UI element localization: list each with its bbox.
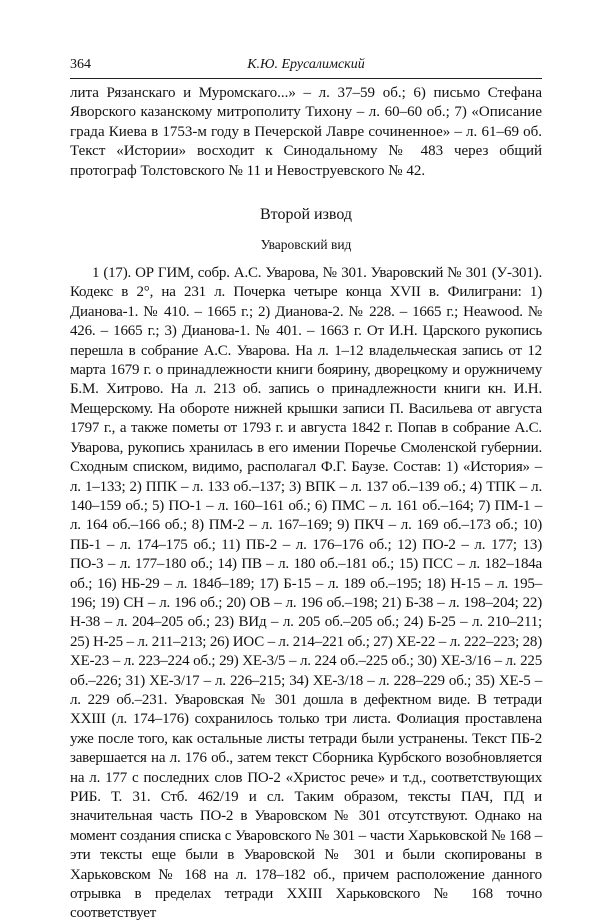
spacer: [70, 254, 542, 264]
page-number: 364: [70, 57, 91, 72]
subsection-title: Уваровский вид: [260, 237, 352, 253]
running-head: К.Ю. Ерусалимский: [247, 57, 365, 72]
paragraph-continuation: лита Рязанскаго и Муромскаго...» – л. 37–59 об.; 6) письмо Стефана Яворского казанскому митрополиту Тихону – л. 60–60 об.; 7) «Описание града Киева в 1753-м году в Печерской Лавре сочиненное» – л. 61–69 об. Текст «Истории» восходит к Синодальному № 483 через общий протограф Толстовского № 11 и Невоструевского № 42.: [70, 85, 542, 179]
page-body: [70, 84, 542, 924]
page-header: [70, 57, 542, 75]
section-title: Второй извод: [259, 206, 353, 224]
paragraph-manuscript-entry: 1 (17). ОР ГИМ, собр. А.С. Уварова, № 301. Уваровский № 301 (У-301). Кодекс в 2°, на 231 л. Почерка четыре конца XVII в. Филиграни: 1) Дианова-1. № 410. – 1665 г.; 2) Дианова-2. № 228. – 1665 г.; Heawood. № 426. – 1665 г.; 3) Дианова-1. № 401. – 1663 г. От И.Н. Царского рукопись перешла в собрание А.С. Уварова. На л. 1–12 владельческая запись от 12 марта 1679 г. о принадлежности книги боярину, дворецкому и оружничему Б.М. Хитрово. На л. 213 об. запись о принадлежности книги кн. И.Н. Мещерскому. На обороте нижней крышки записи П. Васильева от августа 1797 г., а также пометы от 1793 г. и августа 1842 г. Попав в собрание А.С. Уварова, рукопись хранилась в его имении Поречье Смоленской губернии. Сходным списком, видимо, располагал Ф.Г. Баузе. Состав: 1) «История» – л. 1–133; 2) ППК – л. 133 об.–137; 3) ВПК – л. 137 об.–139 об.; 4) ТПК – л. 140–159 об.; 5) ПО-1 – л. 160–161 об.; 6) ПМС – л. 161 об.–164; 7) ПМ-1 – л. 164 об.–166 об.; 8) ПМ-2 – л. 167–169; 9) ПКЧ – л. 169 об.–173 об.; 10) ПБ-1 – л. 174–175 об.; 11) ПБ-2 – л. 176–176 об.; 12) ПО-2 – л. 177; 13) ПО-3 – л. 177–180 об.; 14) ПВ – л. 180 об.–181 об.; 15) ПСС – л. 182–184а об.; 16) НБ-29 – л. 184б–189; 17) Б-15 – л. 189 об.–195; 18) Н-15 – л. 195–196; 19) СН – л. 196 об.; 20) ОВ – л. 196 об.–198; 21) Б-38 – л. 198–204; 22) Н-38 – л. 204–205 об.; 23) ВИд – л. 205 об.–205 об.; 24) Б-25 – л. 210–211; 25) Н-25 – л. 211–213; 26) ИОС – л. 214–221 об.; 27) ХЕ-22 – л. 222–223; 28) ХЕ-23 – л. 223–224 об.; 29) ХЕ-3/5 – л. 224 об.–225 об.; 30) ХЕ-3/16 – л. 225 об.–226; 31) ХЕ-3/17 – л. 226–215; 34) ХЕ-3/18 – л. 228–229 об.; 35) ХЕ-5 – л. 229 об.–231. Уваровская № 301 дошла в дефектном виде. В тетради XXIII (л. 174–176) сохранилось только три листа. Фолиация проставлена уже после того, как остальные листы тетради были устранены. Текст ПБ-2 завершается на л. 176 об., затем текст Сборника Курбского возобновляется на л. 177 с последних слов ПО-2 «Христос рече» и т.д., соответствующих РИБ. Т. 31. Стб. 462/19 и сл. Таким образом, тексты ПАЧ, ПД и значительная часть ПО-2 в Уваровском № 301 отсутствуют. Однако на момент создания списка с Уваровского № 301 – части Харьковской № 168 – эти тексты еще были в Уваровской № 301 и были скопированы в Харьковском № 168 на л. 178–182 об., причем расположение данного отрывка в пределах тетради XXIII Харьковского № 168 точно соответствует: [70, 265, 542, 922]
header-rule: [70, 78, 542, 79]
